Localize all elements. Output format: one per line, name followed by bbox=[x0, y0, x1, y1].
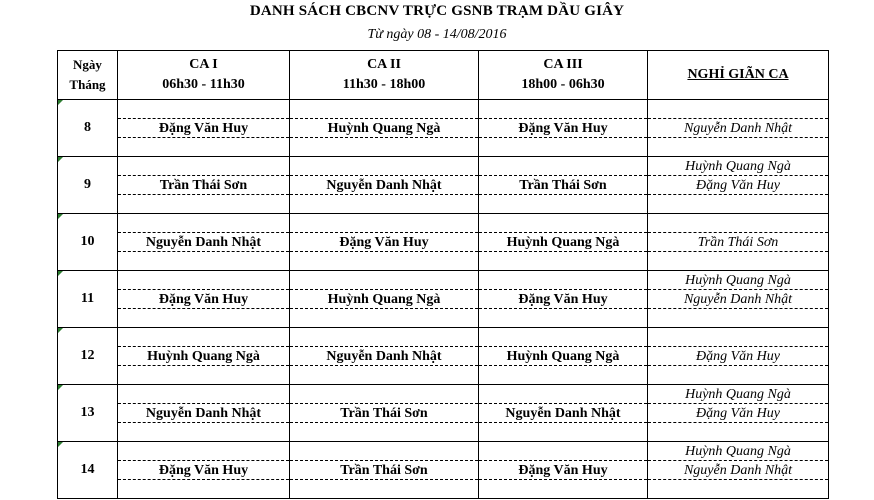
shift-cell-ca3 bbox=[479, 157, 648, 214]
day-cell: 8 bbox=[58, 100, 118, 157]
shift-2-name: CA II bbox=[367, 57, 401, 72]
off-duty-cell bbox=[648, 442, 829, 499]
shift-staff-name: Đặng Văn Huy bbox=[518, 463, 608, 478]
day-cell: 9 bbox=[58, 157, 118, 214]
shift-cell-ca1 bbox=[118, 157, 290, 214]
off-duty-name-2: Đặng Văn Huy bbox=[696, 406, 780, 421]
off-duty-name-2: Nguyễn Danh Nhật bbox=[683, 121, 793, 136]
shift-staff-name: Đặng Văn Huy bbox=[518, 121, 608, 136]
shift-cell-ca3 bbox=[479, 214, 648, 271]
off-duty-name-1: Huỳnh Quang Ngà bbox=[685, 159, 791, 174]
document-title: DANH SÁCH CBCNV TRỰC GSNB TRẠM DẦU GIÂY bbox=[249, 3, 625, 19]
off-duty-cell bbox=[648, 271, 829, 328]
day-cell: 10 bbox=[58, 214, 118, 271]
off-duty-cell bbox=[648, 100, 829, 157]
header-shift-1 bbox=[118, 51, 290, 100]
day-cell: 14 bbox=[58, 442, 118, 499]
shift-staff-name: Huỳnh Quang Ngà bbox=[327, 121, 441, 136]
off-duty-name-1: Huỳnh Quang Ngà bbox=[685, 273, 791, 288]
roster-row bbox=[58, 328, 829, 385]
roster-row bbox=[58, 100, 829, 157]
roster-row bbox=[58, 214, 829, 271]
off-duty-cell bbox=[648, 157, 829, 214]
off-duty-name-2: Đặng Văn Huy bbox=[696, 178, 780, 193]
shift-3-name: CA III bbox=[543, 57, 583, 72]
header-shift-3 bbox=[479, 51, 648, 100]
shift-cell-ca3 bbox=[479, 442, 648, 499]
shift-staff-name: Trần Thái Sơn bbox=[340, 463, 428, 478]
shift-cell-ca2 bbox=[290, 442, 479, 499]
roster-row bbox=[58, 385, 829, 442]
header-row bbox=[58, 51, 829, 100]
off-duty-cell bbox=[648, 328, 829, 385]
shift-staff-name: Đặng Văn Huy bbox=[158, 121, 249, 136]
shift-staff-name: Trần Thái Sơn bbox=[159, 178, 248, 193]
shift-staff-name: Trần Thái Sơn bbox=[519, 178, 607, 193]
shift-staff-name: Đặng Văn Huy bbox=[518, 292, 608, 307]
shift-staff-name: Nguyễn Danh Nhật bbox=[326, 349, 442, 364]
day-cell: 12 bbox=[58, 328, 118, 385]
off-duty-name-2: Nguyễn Danh Nhật bbox=[683, 463, 793, 478]
off-duty-name-1: Huỳnh Quang Ngà bbox=[685, 444, 791, 459]
off-duty-cell bbox=[648, 214, 829, 271]
shift-3-time: 18h00 - 06h30 bbox=[521, 77, 605, 92]
shift-staff-name: Huỳnh Quang Ngà bbox=[506, 235, 620, 250]
shift-cell-ca1 bbox=[118, 271, 290, 328]
roster-row bbox=[58, 157, 829, 214]
shift-cell-ca1 bbox=[118, 385, 290, 442]
date-range-subtitle: Từ ngày 08 - 14/08/2016 bbox=[367, 27, 507, 42]
off-duty-name-2: Trần Thái Sơn bbox=[697, 235, 779, 250]
shift-cell-ca2 bbox=[290, 271, 479, 328]
header-day-line2: Tháng bbox=[69, 77, 106, 92]
header-day-line1: Ngày bbox=[73, 57, 102, 72]
shift-cell-ca2 bbox=[290, 157, 479, 214]
shift-cell-ca1 bbox=[118, 328, 290, 385]
shift-cell-ca3 bbox=[479, 271, 648, 328]
shift-cell-ca2 bbox=[290, 385, 479, 442]
shift-staff-name: Nguyễn Danh Nhật bbox=[326, 178, 442, 193]
shift-2-time: 11h30 - 18h00 bbox=[342, 77, 426, 92]
shift-1-name: CA I bbox=[189, 57, 218, 72]
shift-cell-ca2 bbox=[290, 100, 479, 157]
shift-staff-name: Đặng Văn Huy bbox=[339, 235, 429, 250]
shift-staff-name: Huỳnh Quang Ngà bbox=[327, 292, 441, 307]
day-cell: 11 bbox=[58, 271, 118, 328]
off-duty-name-1: Huỳnh Quang Ngà bbox=[685, 387, 791, 402]
shift-cell-ca2 bbox=[290, 328, 479, 385]
roster-row bbox=[58, 271, 829, 328]
shift-1-time: 06h30 - 11h30 bbox=[162, 77, 245, 92]
shift-staff-name: Nguyễn Danh Nhật bbox=[145, 235, 262, 250]
day-cell: 13 bbox=[58, 385, 118, 442]
shift-staff-name: Đặng Văn Huy bbox=[158, 463, 249, 478]
duty-roster-table bbox=[57, 50, 829, 499]
header-shift-2 bbox=[290, 51, 479, 100]
header-day bbox=[58, 51, 118, 100]
off-duty-label: NGHỈ GIÃN CA bbox=[687, 67, 789, 82]
shift-cell-ca1 bbox=[118, 442, 290, 499]
roster-row bbox=[58, 442, 829, 499]
shift-staff-name: Huỳnh Quang Ngà bbox=[506, 349, 620, 364]
shift-cell-ca1 bbox=[118, 100, 290, 157]
shift-cell-ca2 bbox=[290, 214, 479, 271]
shift-staff-name: Huỳnh Quang Ngà bbox=[147, 349, 260, 364]
shift-cell-ca1 bbox=[118, 214, 290, 271]
shift-cell-ca3 bbox=[479, 328, 648, 385]
shift-staff-name: Nguyễn Danh Nhật bbox=[505, 406, 621, 421]
shift-cell-ca3 bbox=[479, 385, 648, 442]
shift-staff-name: Nguyễn Danh Nhật bbox=[145, 406, 262, 421]
header-off-duty bbox=[648, 51, 829, 100]
off-duty-name-2: Đặng Văn Huy bbox=[696, 349, 780, 364]
off-duty-name-2: Nguyễn Danh Nhật bbox=[683, 292, 793, 307]
shift-cell-ca3 bbox=[479, 100, 648, 157]
shift-staff-name: Đặng Văn Huy bbox=[158, 292, 249, 307]
shift-staff-name: Trần Thái Sơn bbox=[340, 406, 428, 421]
off-duty-cell bbox=[648, 385, 829, 442]
